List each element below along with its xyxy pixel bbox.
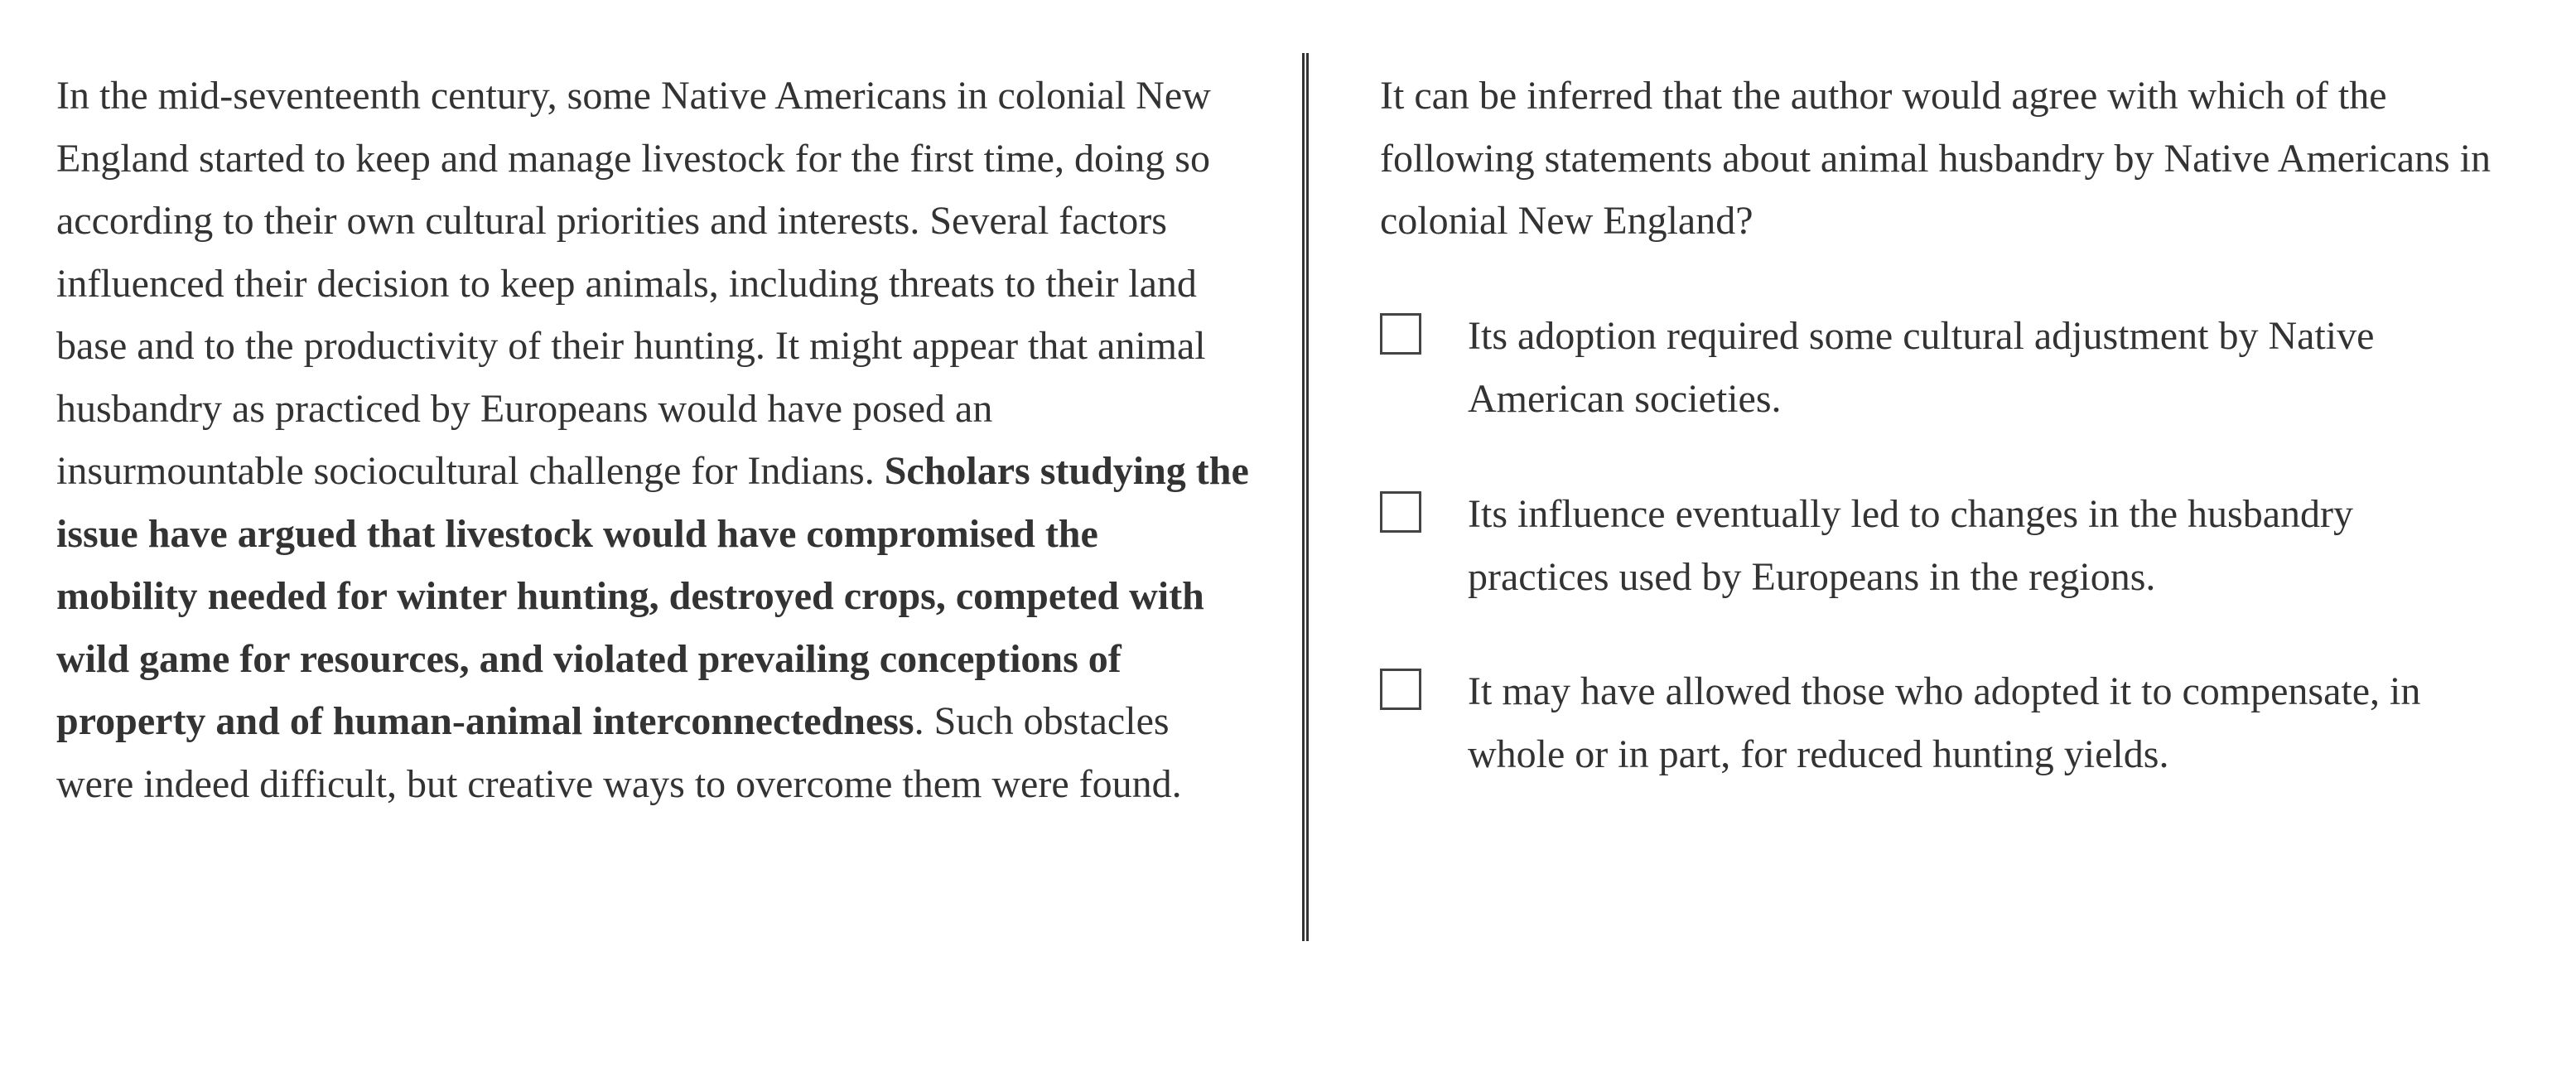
checkbox-b[interactable]: [1380, 491, 1421, 533]
passage-text: [56, 65, 1249, 815]
passage-highlighted-sentence: Scholars studying the issue have argued that livestock would have compromised the mobility needed for winter hunting, destroyed crops, competed with wild game for resources, and violated prevailing conceptions of property and of human-animal interconnectedness: [56, 449, 1249, 743]
checkbox-c[interactable]: [1380, 669, 1421, 710]
answer-choice-text-c: It may have allowed those who adopted it to compensate, in whole or in part, for reduced hunting yields.: [1468, 669, 2421, 776]
checkbox-a[interactable]: [1380, 313, 1421, 355]
answer-choice-text-a: Its adoption required some cultural adjustment by Native American societies.: [1468, 314, 2375, 421]
passage-text-intro: In the mid-seventeenth century, some Native Americans in colonial New England started to keep and manage livestock for the first time, doing so according to their own cultural priorities and interests. Several factors influenced their decision to keep animals, including threats to their land base and to the productivity of their hunting. It might appear that animal husbandry as practiced by Europeans would have posed an insurmountable sociocultural challenge for Indians.: [56, 74, 1211, 493]
answer-choice-b[interactable]: [1380, 483, 2540, 608]
answer-choice-text-b: Its influence eventually led to changes in the husbandry practices used by Europeans in the regions.: [1468, 492, 2354, 599]
column-divider: [1302, 53, 1309, 941]
question-prompt: It can be inferred that the author would agree with which of the following statements about animal husbandry by Native Americans in colonial New England?: [1380, 74, 2492, 243]
answer-choice-a[interactable]: [1380, 305, 2540, 430]
passage-text-conclusion: . Such obstacles were indeed difficult, but creative ways to overcome them were found.: [56, 699, 1182, 806]
answer-choice-c[interactable]: [1380, 660, 2540, 785]
